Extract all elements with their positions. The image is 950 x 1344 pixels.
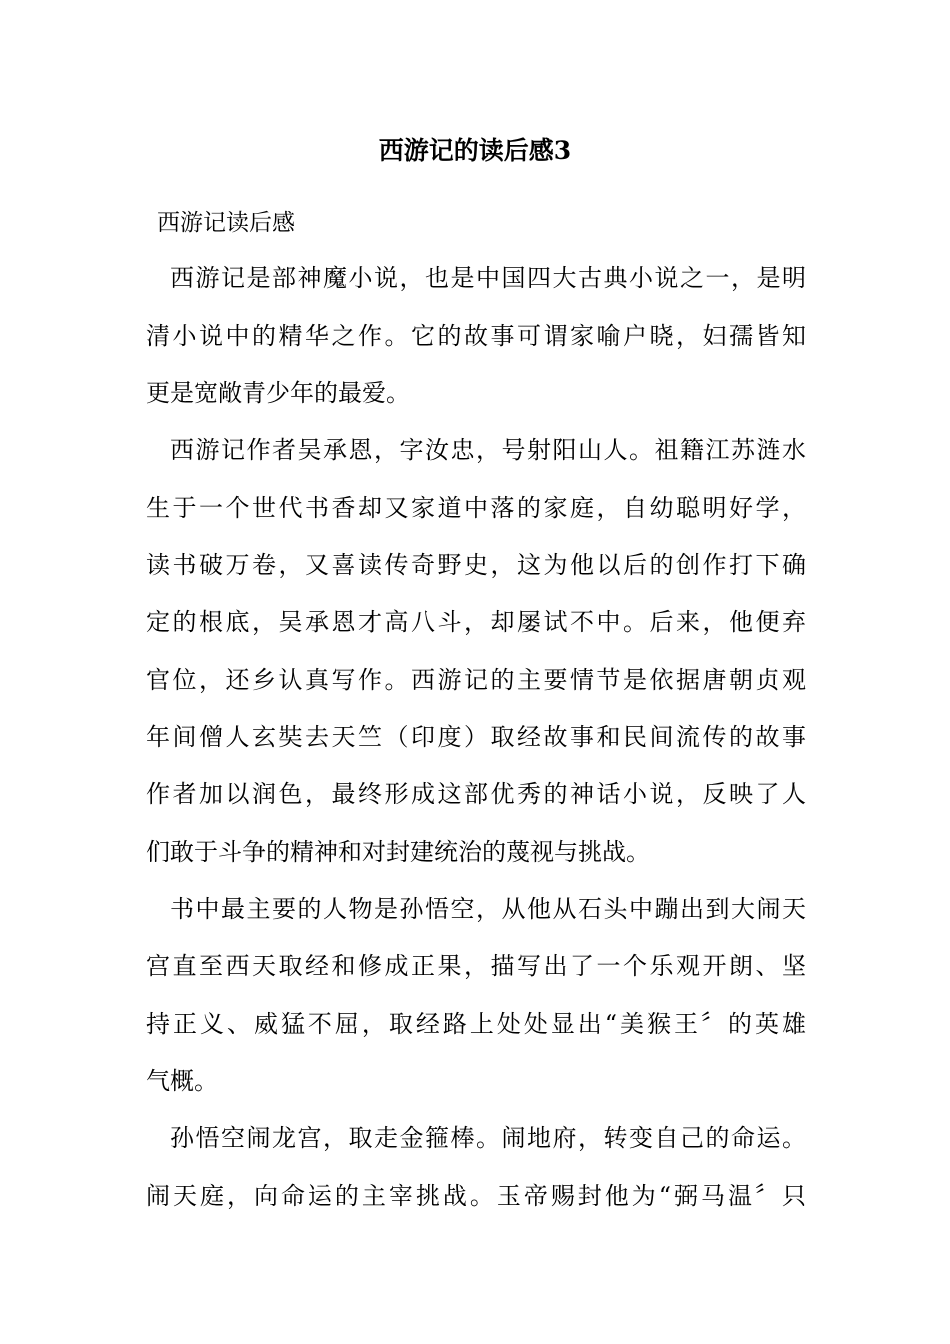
paragraph-line: 清小说中的精华之作。它的故事可谓家喻户晓，妇孺皆知 [146, 322, 806, 350]
paragraph-line: 西游记是部神魔小说，也是中国四大古典小说之一，是明 [170, 264, 806, 292]
paragraph-line: 定的根底，吴承恩才高八斗，却屡试不中。后来，他便弃 [146, 608, 806, 636]
paragraph-line: 生于一个世代书香却又家道中落的家庭，自幼聪明好学， [146, 494, 806, 522]
paragraph-line: 宫直至西天取经和修成正果，描写出了一个乐观开朗、坚 [146, 952, 806, 980]
paragraph-line: 们敢于斗争的精神和对封建统治的蔑视与挑战。 [146, 838, 650, 866]
paragraph-line: 年间僧人玄奘去天竺（印度）取经故事和民间流传的故事 [146, 723, 806, 751]
paragraph-line: 书中最主要的人物是孙悟空，从他从石头中蹦出到大闹天 [170, 895, 806, 923]
document-subtitle: 西游记读后感 [157, 210, 295, 236]
document-title: 西游记的读后感3 [378, 136, 572, 165]
paragraph-line: 官位，还乡认真写作。西游记的主要情节是依据唐朝贞观 [146, 666, 806, 694]
paragraph-line: 孙悟空闹龙宫，取走金箍棒。闹地府，转变自己的命运。 [170, 1124, 806, 1152]
paragraph-line: 气概。 [146, 1067, 218, 1095]
paragraph-line: 闹天庭，向命运的主宰挑战。玉帝赐封他为“弼马温〞只 [146, 1182, 806, 1210]
paragraph-line: 西游记作者吴承恩，字汝忠，号射阳山人。祖籍江苏涟水 [170, 436, 806, 464]
paragraph-line: 更是宽敞青少年的最爱。 [146, 379, 410, 407]
paragraph-line: 作者加以润色，最终形成这部优秀的神话小说，反映了人 [146, 780, 806, 808]
paragraph-line: 读书破万卷，又喜读传奇野史，这为他以后的创作打下确 [146, 551, 806, 579]
paragraph-line: 持正义、威猛不屈，取经路上处处显出“美猴王〞的英雄 [146, 1010, 806, 1038]
